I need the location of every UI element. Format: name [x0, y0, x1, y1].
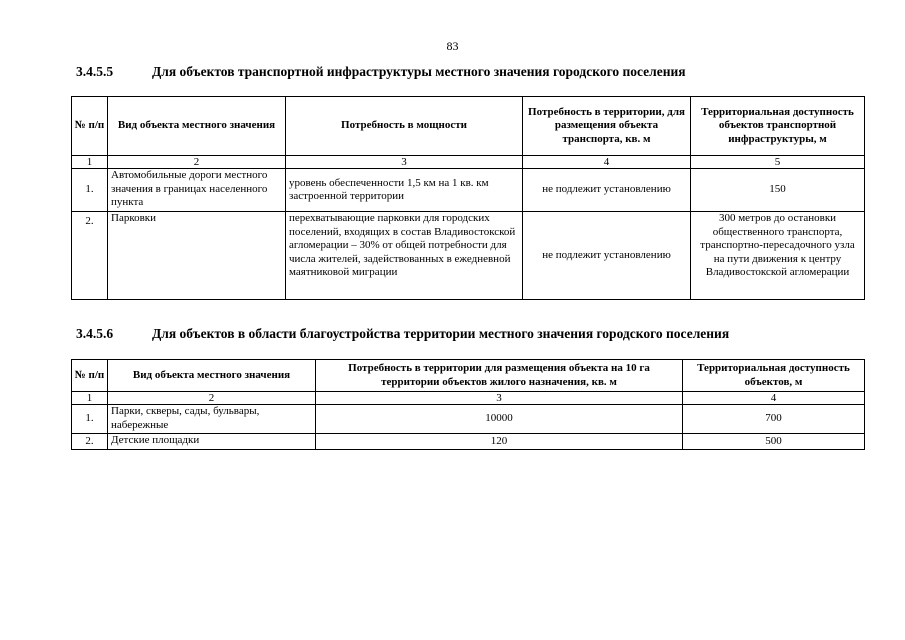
column-header-number: № п/п	[72, 97, 108, 156]
table-row	[72, 405, 865, 434]
accessibility-cell: 150	[691, 169, 865, 212]
section-title: Для объектов в области благоустройства территории местного значения городского поселения	[152, 326, 730, 341]
transport-infrastructure-table	[71, 96, 865, 300]
object-type-cell: Парковки	[108, 212, 286, 300]
table-row	[72, 169, 865, 212]
column-number: 2	[108, 156, 286, 169]
territory-cell: 120	[316, 434, 683, 450]
column-number-row	[72, 392, 865, 405]
column-header-object-type: Вид объекта местного значения	[108, 360, 316, 392]
section-title: Для объектов транспортной инфраструктуры местного значения городского поселения	[152, 64, 686, 79]
territory-cell: не подлежит установлению	[523, 169, 691, 212]
table-header-row	[72, 360, 865, 392]
column-header-capacity: Потребность в мощности	[286, 97, 523, 156]
column-header-territory: Потребность в территории, для размещения объекта транспорта, кв. м	[523, 97, 691, 156]
territory-cell: 10000	[316, 405, 683, 434]
accessibility-cell: 700	[683, 405, 865, 434]
column-header-number: № п/п	[72, 360, 108, 392]
table-header-row	[72, 97, 865, 156]
capacity-cell: уровень обеспеченности 1,5 км на 1 кв. км застроенной территории	[286, 169, 523, 212]
column-header-territory: Потребность в территории для размещения объекта на 10 га территории объектов жилого назначения, кв. м	[316, 360, 683, 392]
page-number: 83	[446, 39, 459, 53]
section-heading-3-4-5-5	[76, 64, 686, 80]
row-number: 1.	[72, 169, 108, 212]
accessibility-cell: 500	[683, 434, 865, 450]
object-type-cell: Детские площадки	[108, 434, 316, 450]
column-number: 2	[108, 392, 316, 405]
column-number: 4	[523, 156, 691, 169]
object-type-cell: Парки, скверы, сады, бульвары, набережные	[108, 405, 316, 434]
capacity-cell: перехватывающие парковки для городских поселений, входящих в состав Владивостокской агломерации – 30% от общей потребности для числа жителей, задействованных в ежедневной маятниковой миграции	[286, 212, 523, 300]
table-row	[72, 212, 865, 300]
column-number: 3	[286, 156, 523, 169]
section-number: 3.4.5.6	[76, 326, 114, 341]
column-number: 5	[691, 156, 865, 169]
row-number: 2.	[72, 434, 108, 450]
column-number: 4	[683, 392, 865, 405]
row-number: 1.	[72, 405, 108, 434]
column-header-accessibility: Территориальная доступность объектов, м	[683, 360, 865, 392]
section-heading-3-4-5-6	[76, 326, 729, 342]
section-number: 3.4.5.5	[76, 64, 114, 79]
territory-cell: не подлежит установлению	[523, 212, 691, 300]
landscaping-table	[71, 359, 865, 450]
column-number: 3	[316, 392, 683, 405]
column-number: 1	[72, 392, 108, 405]
column-header-object-type: Вид объекта местного значения	[108, 97, 286, 156]
column-number-row	[72, 156, 865, 169]
table-row	[72, 434, 865, 450]
accessibility-cell: 300 метров до остановки общественного транспорта, транспортно-пересадочного узла на пути движения к центру Владивостокской агломерации	[691, 212, 865, 300]
column-header-accessibility: Территориальная доступность объектов транспортной инфраструктуры, м	[691, 97, 865, 156]
object-type-cell: Автомобильные дороги местного значения в границах населенного пункта	[108, 169, 286, 212]
row-number: 2.	[72, 212, 108, 300]
column-number: 1	[72, 156, 108, 169]
